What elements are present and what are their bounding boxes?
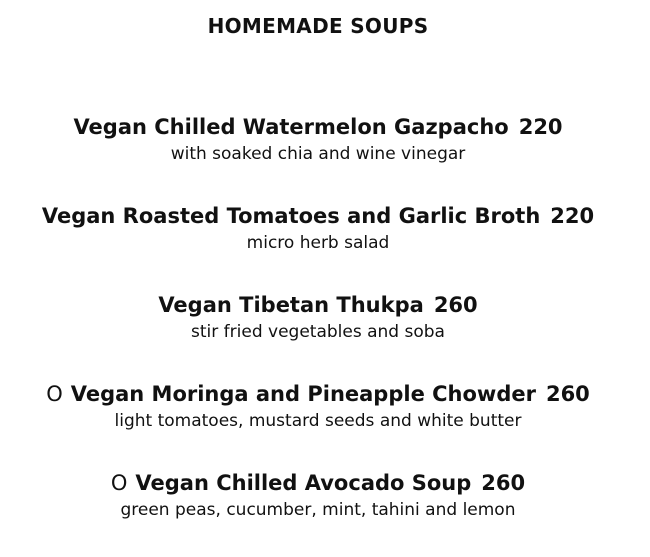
menu-item: [0, 290, 636, 379]
item-heading: [0, 112, 636, 142]
menu-title: HOMEMADE SOUPS: [207, 14, 429, 38]
item-name: Vegan Chilled Avocado Soup: [135, 471, 472, 495]
menu-item: [0, 468, 636, 557]
item-heading: [0, 379, 636, 409]
item-price: 220: [518, 115, 563, 139]
menu-item: [0, 379, 636, 468]
item-price: 220: [550, 204, 595, 228]
menu-item: [0, 201, 636, 290]
item-heading: [0, 468, 636, 498]
item-name: Vegan Tibetan Thukpa: [158, 293, 424, 317]
soup-list: [0, 112, 636, 557]
menu-item: [0, 112, 636, 201]
item-name: Vegan Chilled Watermelon Gazpacho: [73, 115, 509, 139]
item-price: 260: [545, 382, 590, 406]
item-description: green peas, cucumber, mint, tahini and lemon: [120, 500, 516, 520]
item-name: Vegan Moringa and Pineapple Chowder: [70, 382, 536, 406]
item-description: light tomatoes, mustard seeds and white butter: [114, 411, 522, 431]
item-price: 260: [433, 293, 478, 317]
item-heading: [0, 201, 636, 231]
item-marker: O: [110, 471, 128, 495]
item-description: micro herb salad: [246, 233, 390, 253]
item-name: Vegan Roasted Tomatoes and Garlic Broth: [41, 204, 541, 228]
item-description: stir fried vegetables and soba: [191, 322, 445, 342]
item-heading: [0, 290, 636, 320]
item-price: 260: [481, 471, 526, 495]
item-description: with soaked chia and wine vinegar: [170, 144, 466, 164]
item-marker: O: [46, 382, 63, 406]
